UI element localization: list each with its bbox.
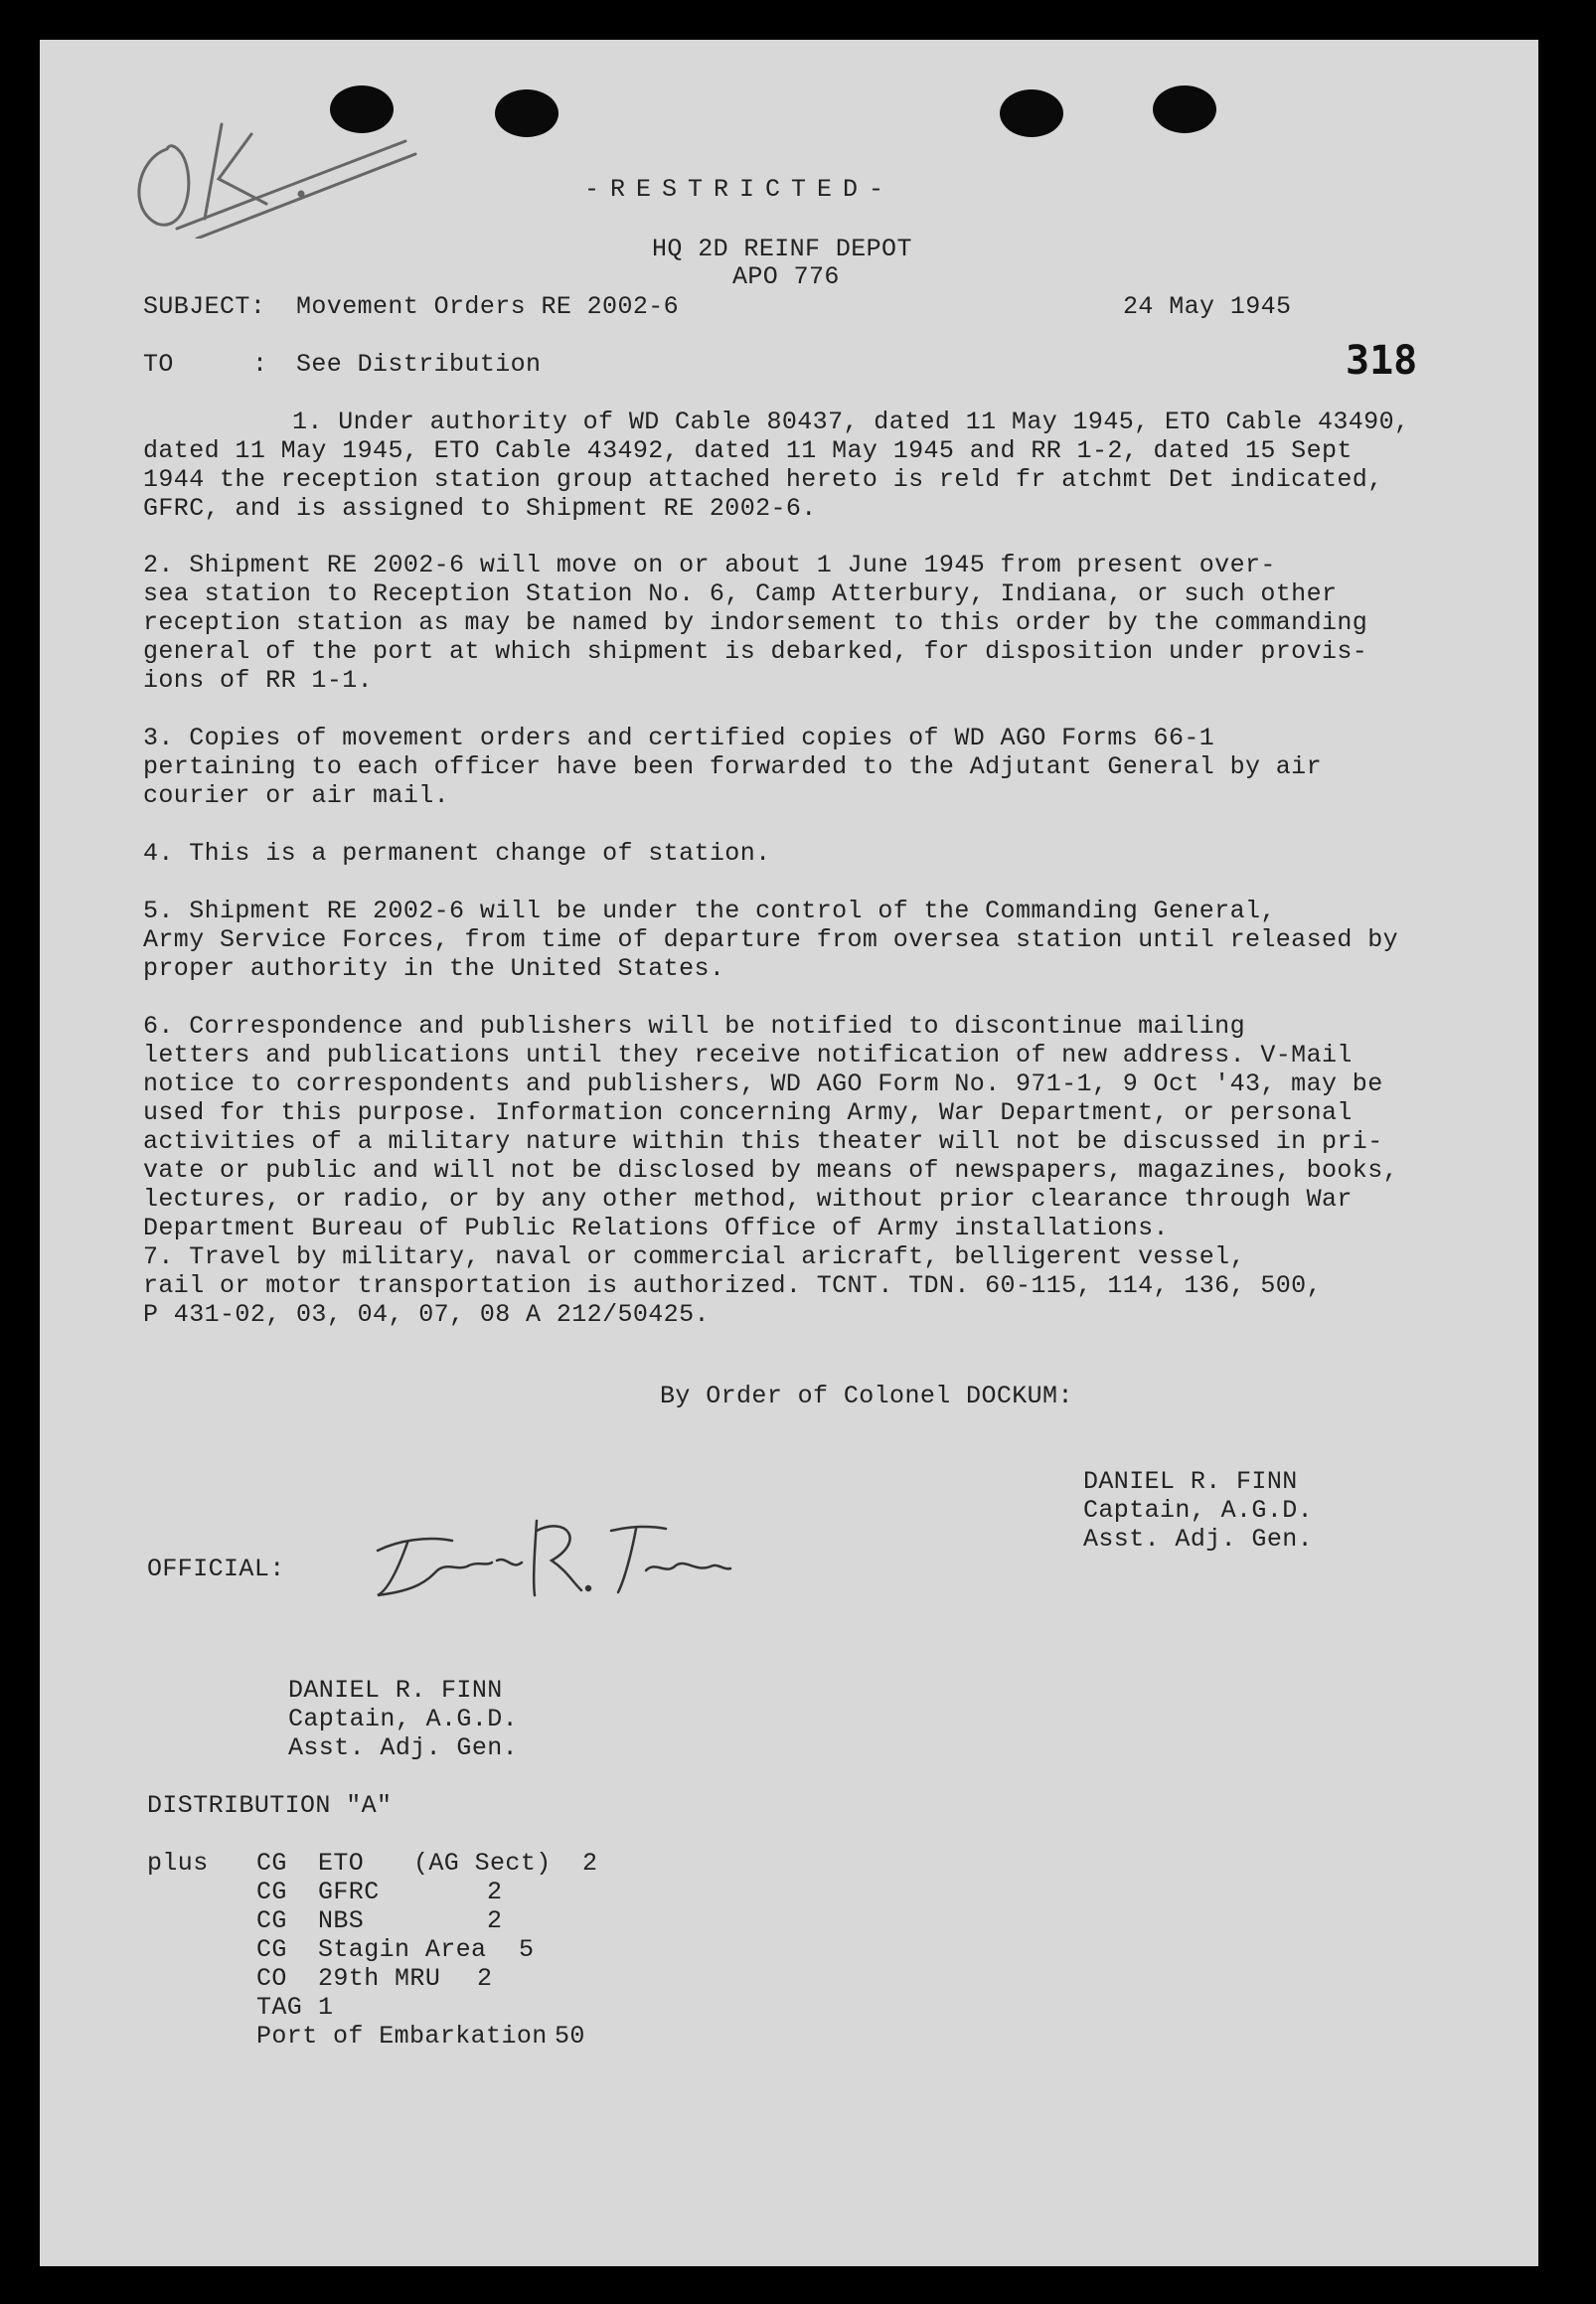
paragraph-5: 5. Shipment RE 2002-6 will be under the control of the Commanding General, Army Service Forces, from time of departure from oversea station until released by proper authority in the United States. — [143, 897, 1398, 983]
signer-rank: Captain, A.G.D. — [1083, 1496, 1314, 1525]
signer-name: DANIEL R. FINN — [1083, 1467, 1298, 1496]
dist-copies: 2 — [582, 1849, 598, 1878]
distribution-row — [256, 1849, 597, 1878]
dist-unit: NBS — [318, 1906, 365, 1935]
distribution-list — [256, 1849, 597, 2051]
punch-hole — [1000, 89, 1063, 137]
dist-office: CG — [256, 1878, 287, 1906]
dist-unit: GFRC — [318, 1878, 380, 1906]
to-colon: : — [252, 350, 268, 379]
unit-header: HQ 2D REINF DEPOT — [652, 235, 912, 263]
distribution-row — [256, 1935, 597, 1964]
official-label: OFFICIAL: — [147, 1555, 285, 1583]
dist-copies: 1 — [318, 1993, 334, 2022]
dist-office: CG — [256, 1935, 287, 1964]
dist-office: CG — [256, 1906, 287, 1935]
subject-value: Movement Orders RE 2002-6 — [296, 292, 680, 321]
document-page — [40, 40, 1538, 2266]
paragraph-7: 7. Travel by military, naval or commercial aricraft, belligerent vessel, rail or motor transportation is authorized. TCNT. TDN. 60-115, 114, 136, 500, P 431-02, 03, 04, 07, 08 A 212/50425. — [143, 1242, 1322, 1329]
distribution-row — [256, 2022, 597, 2051]
handwritten-ok-mark — [127, 99, 425, 239]
distribution-row — [256, 1906, 597, 1935]
page-number: 318 — [1346, 338, 1418, 384]
paragraph-1: 1. Under authority of WD Cable 80437, dated 11 May 1945, ETO Cable 43490, dated 11 May 1945, ETO Cable 43492, dated 11 May 1945 and RR 1-2, dated 15 Sept 1944 the reception station group attached hereto is reld fr atchmt Det indicated, GFRC, and is assigned to Shipment RE 2002-6. — [143, 408, 1410, 523]
distribution-row — [256, 1993, 597, 2022]
official-name: DANIEL R. FINN — [288, 1676, 503, 1705]
dist-copies: 2 — [487, 1906, 503, 1935]
dist-office: CG — [256, 1849, 287, 1878]
dist-office: TAG — [256, 1993, 303, 2022]
dist-unit: ETO — [318, 1849, 365, 1878]
signer-title: Asst. Adj. Gen. — [1083, 1525, 1314, 1554]
official-title: Asst. Adj. Gen. — [288, 1733, 519, 1762]
paragraph-4: 4. This is a permanent change of station. — [143, 839, 771, 868]
distribution-row — [256, 1964, 597, 1993]
dist-office: CO — [256, 1964, 287, 1993]
to-label: TO — [143, 350, 174, 379]
plus-label: plus — [147, 1849, 209, 1878]
dist-copies: 5 — [519, 1935, 535, 1964]
apo-header: APO 776 — [732, 262, 840, 291]
paragraph-2: 2. Shipment RE 2002-6 will move on or about 1 June 1945 from present over- sea station to Reception Station No. 6, Camp Atterbury, Indiana, or such other reception station as may be named by indorsement to this order by the commanding general of the port at which shipment is debarked, for disposition under provis- ions of RR 1-1. — [143, 551, 1368, 695]
dist-note: (AG Sect) — [413, 1849, 552, 1878]
dist-copies: 2 — [477, 1964, 493, 1993]
dist-unit: Stagin Area — [318, 1935, 487, 1964]
dist-unit: 29th MRU — [318, 1964, 441, 1993]
official-rank: Captain, A.G.D. — [288, 1705, 519, 1733]
signature — [358, 1501, 735, 1610]
classification-header: -RESTRICTED- — [584, 175, 895, 204]
punch-hole — [1153, 85, 1216, 133]
paragraph-6: 6. Correspondence and publishers will be notified to discontinue mailing letters and publications until they receive notification of new address. V-Mail notice to correspondents and publishers, WD AGO Form No. 971-1, 9 Oct '43, may be used for this purpose. Information concerning Army, War Department, or personal activities of a military nature within this theater will not be discussed in pri- vate or public and will not be disclosed by means of newspapers, magazines, books, lectures, or radio, or by any other method, without prior clearance through War Department Bureau of Public Relations Office of Army installations. — [143, 1012, 1398, 1242]
subject-label: SUBJECT: — [143, 292, 266, 321]
distribution-row — [256, 1878, 597, 1906]
to-value: See Distribution — [296, 350, 542, 379]
paragraph-3: 3. Copies of movement orders and certified copies of WD AGO Forms 66-1 pertaining to each officer have been forwarded to the Adjutant General by air courier or air mail. — [143, 724, 1322, 810]
order-date: 24 May 1945 — [1123, 292, 1292, 321]
dist-copies: 2 — [487, 1878, 503, 1906]
dist-copies: 50 — [555, 2022, 585, 2051]
by-order-line: By Order of Colonel DOCKUM: — [660, 1382, 1073, 1410]
dist-office: Port of Embarkation — [256, 2022, 548, 2051]
distribution-label: DISTRIBUTION "A" — [147, 1791, 393, 1820]
punch-hole — [495, 89, 559, 137]
